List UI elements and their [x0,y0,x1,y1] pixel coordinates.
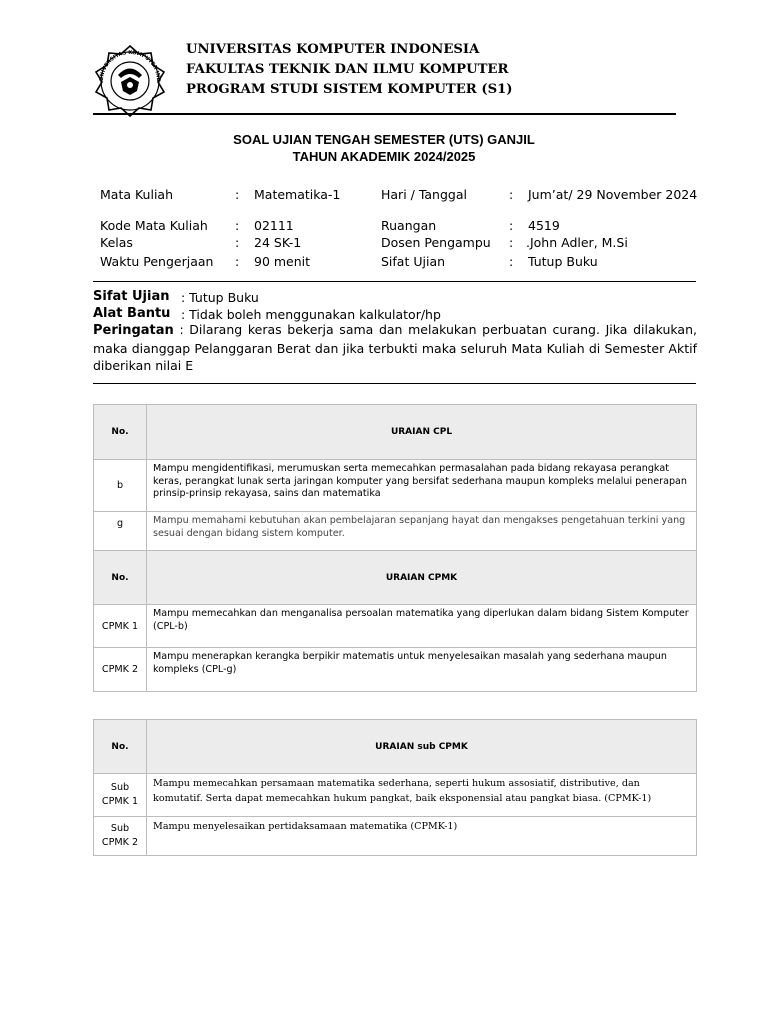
value-mata-kuliah: Matematika-1 [254,187,341,202]
table-header-row [94,405,697,460]
header-uraian-cpl: URAIAN CPL [147,405,697,460]
rules-divider [93,383,696,384]
alat-bantu-label: Alat Bantu [93,306,171,321]
header-uraian-cpmk: URAIAN CPMK [147,551,697,605]
sifat-ujian-value: : Tutup Buku [181,290,259,305]
info-divider [93,281,696,282]
value-kode: 02111 [254,218,294,233]
table-row [94,512,697,551]
colon: : [509,235,514,250]
label-waktu: Waktu Pengerjaan [100,254,214,269]
value-waktu: 90 menit [254,254,311,269]
value-kelas: 24 SK-1 [254,235,302,250]
peringatan-label: Peringatan [93,323,174,338]
peringatan-text: : Dilarang keras bekerja sama dan melakukan perbuatan curang. Jika dilakukan, maka dianggap Pelanggaran Berat dan jika terbukti maka seluruh Mata Kuliah di Semester Aktif diberikan nilai E [93,322,697,373]
exam-title: SOAL UJIAN TENGAH SEMESTER (UTS) GANJIL [233,132,535,147]
table-row [94,648,697,692]
row-no: b [94,460,147,512]
row-no [94,774,147,817]
row-no: g [94,512,147,551]
colon: : [509,218,514,233]
table-header-row [94,551,697,605]
colon: : [235,254,240,269]
label-kelas: Kelas [100,235,133,250]
row-no-line1: Sub [110,782,130,793]
row-text: Mampu memecahkan persamaan matematika sederhana, seperti hukum assosiatif, distributive, dan komutatif. Serta dapat memecahkan hukum pangkat, baik eksponensial atau pangkat biasa. (CPMK-1) [147,774,697,817]
row-text: Mampu memecahkan dan menganalisa persoalan matematika yang diperlukan dalam bidang Sistem Komputer (CPL-b) [147,605,697,648]
row-no: CPMK 2 [94,648,147,692]
colon: : [235,187,240,202]
colon: : [509,254,514,269]
table-row [94,460,697,512]
header-no: No. [94,405,147,460]
value-hari: Jum’at/ 29 November 2024 [528,187,698,202]
peringatan [93,321,697,375]
label-sifat: Sifat Ujian [381,254,446,269]
row-no-line1: Sub [110,823,130,834]
value-ruangan: 4519 [528,218,560,233]
label-kode: Kode Mata Kuliah [100,218,208,233]
university-name: UNIVERSITAS KOMPUTER INDONESIA [186,42,480,57]
colon: : [509,187,514,202]
header-no: No. [94,720,147,774]
row-no [94,817,147,856]
row-text: Mampu menerapkan kerangka berpikir matematis untuk menyelesaikan masalah yang sederhana maupun kompleks (CPL-g) [147,648,697,692]
logo-text: UNIVERSITAS KOMPUTER IND [98,49,162,83]
row-no-line2: CPMK 1 [101,796,139,807]
row-no-line2: CPMK 2 [101,837,139,848]
colon: : [235,218,240,233]
row-text: Mampu mengidentifikasi, merumuskan serta memecahkan permasalahan pada bidang rekayasa perangkat keras, perangkat lunak serta jaringan komputer yang bersifat sederhana maupun kompleks melalui penerapan prinsip-prinsip rekayasa, sains dan matematika [147,460,697,512]
table-header-row [94,720,697,774]
cpl-cpmk-table [93,404,697,692]
sub-cpmk-table [93,719,697,856]
academic-year: TAHUN AKADEMIK 2024/2025 [292,149,476,164]
faculty-name: FAKULTAS TEKNIK DAN ILMU KOMPUTER [186,62,509,77]
header-no: No. [94,551,147,605]
value-sifat: Tutup Buku [528,254,598,269]
value-dosen: .John Adler, M.Si [526,235,628,250]
program-name: PROGRAM STUDI SISTEM KOMPUTER (S1) [186,82,513,97]
university-logo [93,44,167,118]
header-divider [93,113,676,115]
label-mata-kuliah: Mata Kuliah [100,187,174,202]
sifat-ujian-label: Sifat Ujian [93,289,170,304]
row-text: Mampu memahami kebutuhan akan pembelajaran sepanjang hayat dan mengakses pengetahuan terkini yang sesuai dengan bidang sistem komputer. [147,512,697,551]
table-row [94,817,697,856]
label-ruangan: Ruangan [381,218,437,233]
table-row [94,605,697,648]
header-uraian-sub-cpmk: URAIAN sub CPMK [147,720,697,774]
colon: : [235,235,240,250]
alat-bantu-value: : Tidak boleh menggunakan kalkulator/hp [181,307,441,322]
label-hari: Hari / Tanggal [381,187,467,202]
row-no: CPMK 1 [94,605,147,648]
table-row [94,774,697,817]
label-dosen: Dosen Pengampu [381,235,491,250]
row-text: Mampu menyelesaikan pertidaksamaan matematika (CPMK-1) [147,817,697,856]
